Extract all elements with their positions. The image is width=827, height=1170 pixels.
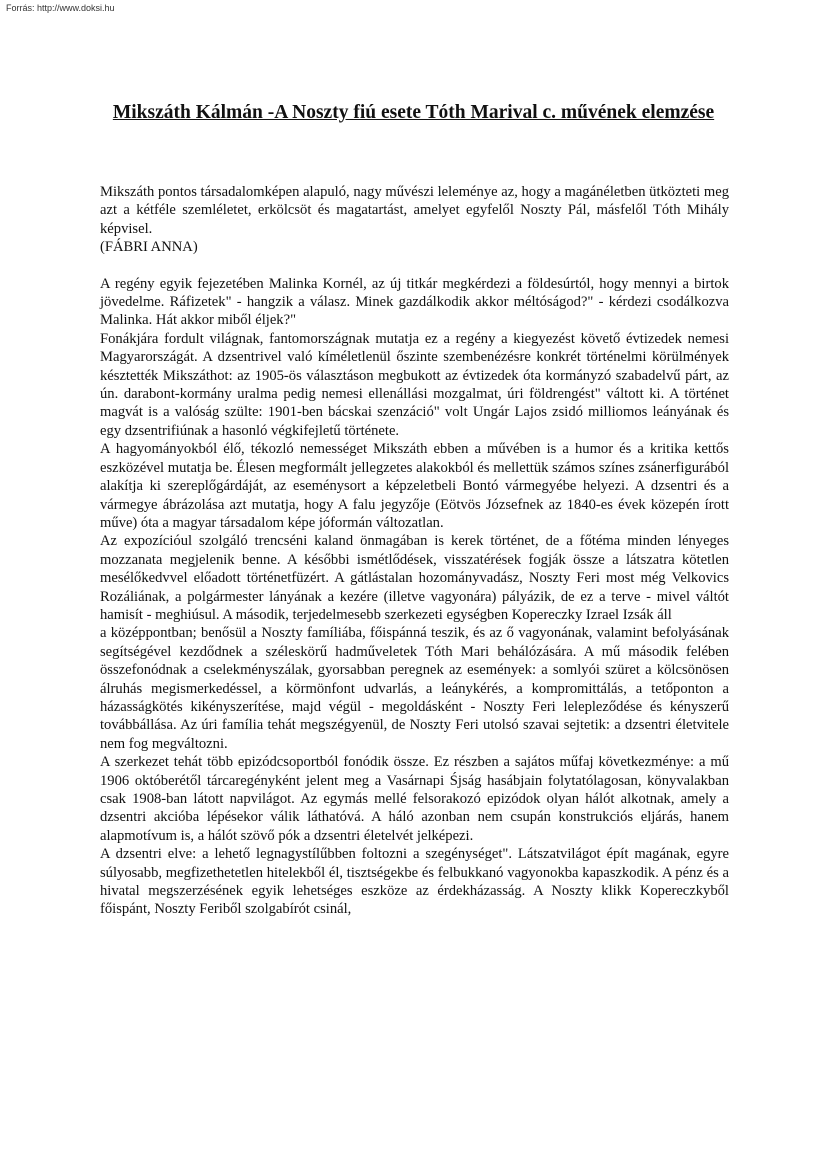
body-paragraph: A dzsentri elve: a lehető legnagystílűbben foltozni a szegénységet". Látszatvilágot épít magának, egyre súlyosabb, megfizethetetlen hitelekből él, tisztségekbe és felbukkanó vagyonokba kapaszkodik. A pénz és a hivatal megszerzésének egyik lehetséges eszköze az érdekházasság. A Noszty klikk Kopereczkyből főispánt, Noszty Feriből szolgabírót csinál, <box>100 846 729 918</box>
intro-paragraph: Mikszáth pontos társadalomképen alapuló, nagy művészi leleménye az, hogy a magánéletben ütközteti meg azt a kétféle szemléletet, erkölcsöt és magatartást, amelyet egyfelől Noszty Pál, másfelől Tóth Mihály képvisel. <box>100 184 729 237</box>
body-paragraph: A szerkezet tehát több epizódcsoportból fonódik össze. Ez részben a sajátos műfaj következménye: a mű 1906 októberétől tárcaregényként jelent meg a Vasárnapi Śjság hasábjain folytatólagosan, könyvalakban csak 1908-ban látott napvilágot. Az egymás mellé felsorakozó epizódok olyan hálót alkotnak, amely a dzsentri akcióba lépésekor válik láthatóvá. A háló azonban nem csupán konstrukciós eljárás, hanem alapmotívum is, a hálót szövő pók a dzsentri életelvét jelképezi. <box>100 754 729 844</box>
body-paragraph: Az expozícióul szolgáló trencséni kaland önmagában is kerek történet, de a főtéma minden lényeges mozzanata megjelenik benne. A későbbi ismétlődések, visszatérések fogják össze a látszatra kötetlen mesélőkedvvel előadott történetfüzért. A gátlástalan hozományvadász, Noszty Feri most még Velkovics Rozáliának, a polgármester lányának a kezére (illetve vagyonára) pályázik, de ez a terve - mivel váltót hamisít - meghiúsul. A második, terjedelmesebb szerkezeti egységben Kopereczky Izrael Izsák áll <box>100 533 729 623</box>
intro-attribution: (FÁBRI ANNA) <box>100 239 198 256</box>
body-paragraph: A hagyományokból élő, tékozló nemességet Mikszáth ebben a művében is a humor és a kritika kettős eszközével mutatja be. Élesen megformált jellegzetes alakokból és mellettük számos színes zsánerfigurából alakítja ki szereplőgárdáját, az eseménysort a képzeletbeli Bontó vármegyébe helyezi. A dzsentri és a vármegye ábrázolása azt mutatja, hogy A falu jegyzője (Eötvös Józsefnek az 1840-es évek közepén írott műve) óta a magyar társadalom képe jóformán változatlan. <box>100 441 729 531</box>
document-body <box>100 183 729 919</box>
source-line: Forrás: http://www.doksi.hu <box>6 3 115 13</box>
paragraph-gap <box>100 257 729 275</box>
page-title: Mikszáth Kálmán -A Noszty fiú esete Tóth Marival c. művének elemzése <box>112 102 715 123</box>
body-paragraph: Fonákjára fordult világnak, fantomországnak mutatja ez a regény a kiegyezést követő évtizedek nemesi Magyarországát. A dzsentrivel való kíméletlenül őszinte szembenézésre konkrét történelmi körülmények késztették Mikszáthot: az 1905-ös választáson megbukott az évtizedek óta kormányzó szabadelvű párt, az ún. darabont-kormány uralma pedig nemesi ellenállási mozgalmat, úri földrengést" váltott ki. A történet magvát is a valóság szülte: 1901-ben bácskai szenzáció" volt Ungár Lajos zsidó milliomos leányának és egy dzsentrifiúnak a hasonló végkifejletű története. <box>100 330 729 439</box>
body-paragraph: a középpontban; benősül a Noszty famíliába, főispánná teszik, és az ő vagyonának, valamint befolyásának segítségével kezdődnek a széleskörű hadműveletek Tóth Mari behálózására. A mű második felében összefonódnak a cselekményszálak, gyorsabban peregnek az események: a somlyói szüret a kölcsönösen álruhás megismerkedéssel, a körmönfont udvarlás, a leánykérés, a kompromittálás, a tetőponton a házasságkötés kikényszerítése, majd végül - megoldásként - Noszty Feri lelepleződése és kényszerű továbbállása. Az úri família tehát megszégyenül, de Noszty Feri utolsó szavai sejtetik: a dzsentri életvitele nem fog megváltozni. <box>100 625 729 752</box>
body-paragraph: A regény egyik fejezetében Malinka Kornél, az új titkár megkérdezi a földesúrtól, hogy mennyi a birtok jövedelme. Ráfizetek" - hangzik a válasz. Minek gazdálkodik akkor méltóságod?" - kérdezi csodálkozva Malinka. Hát akkor miből éljek?" <box>100 275 729 329</box>
